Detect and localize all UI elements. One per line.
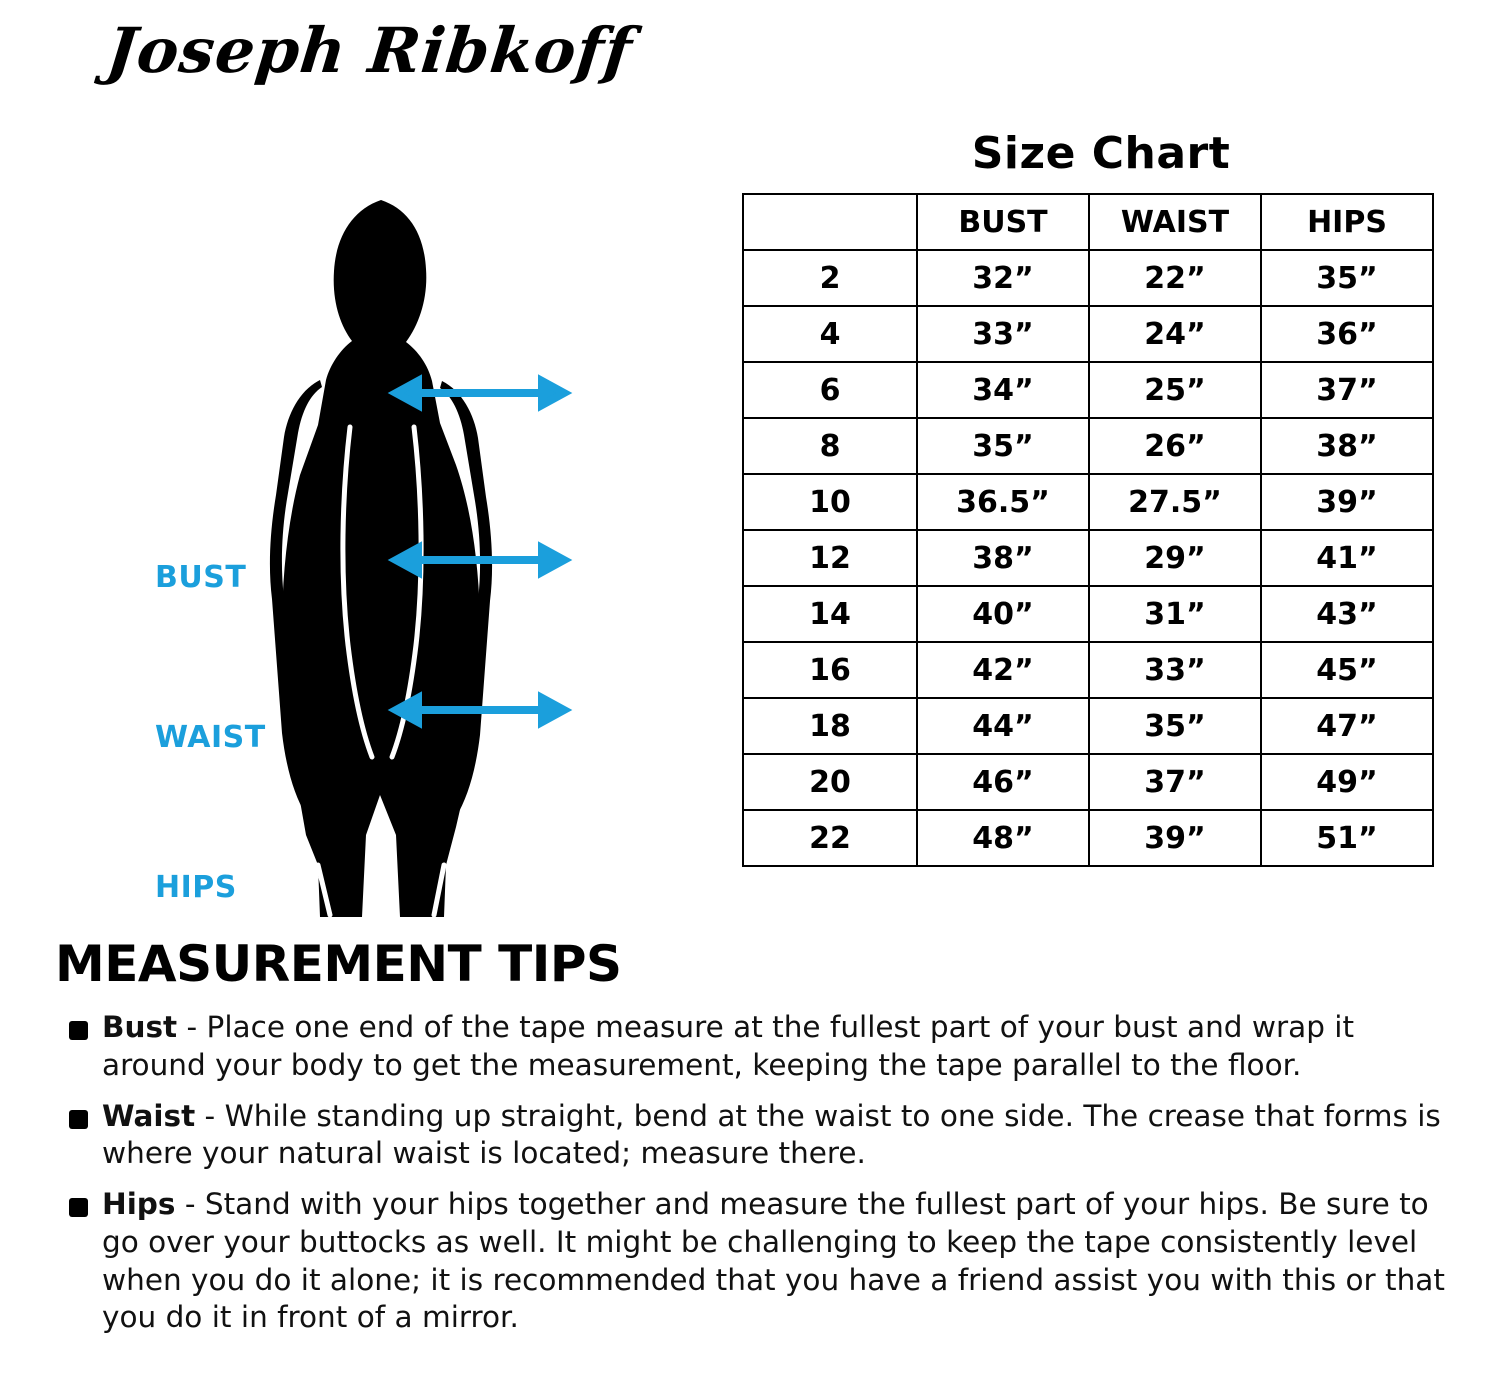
tip-text bbox=[102, 1098, 1455, 1174]
cell-size: 2 bbox=[743, 250, 917, 306]
cell-hips: 41” bbox=[1261, 530, 1433, 586]
cell-waist: 24” bbox=[1089, 306, 1261, 362]
cell-hips: 51” bbox=[1261, 810, 1433, 866]
table-row bbox=[743, 810, 1433, 866]
cell-hips: 36” bbox=[1261, 306, 1433, 362]
size-chart-table bbox=[742, 193, 1434, 867]
column-header-size bbox=[743, 194, 917, 250]
cell-bust: 32” bbox=[917, 250, 1089, 306]
cell-bust: 33” bbox=[917, 306, 1089, 362]
tip-term: Hips bbox=[102, 1187, 176, 1221]
table-row bbox=[743, 418, 1433, 474]
cell-bust: 34” bbox=[917, 362, 1089, 418]
figure-label-waist: WAIST bbox=[155, 720, 266, 755]
tip-text bbox=[102, 1186, 1455, 1337]
list-item bbox=[55, 1098, 1455, 1174]
cell-bust: 40” bbox=[917, 586, 1089, 642]
cell-size: 6 bbox=[743, 362, 917, 418]
table-row bbox=[743, 306, 1433, 362]
tip-text bbox=[102, 1009, 1455, 1085]
tip-body: - While standing up straight, bend at the waist to one side. The crease that forms is where your natural waist is located; measure there. bbox=[102, 1098, 1441, 1171]
bullet-icon bbox=[69, 1021, 88, 1040]
tip-body: - Place one end of the tape measure at the fullest part of your bust and wrap it around your body to get the measurement, keeping the tape parallel to the floor. bbox=[102, 1010, 1355, 1082]
cell-bust: 36.5” bbox=[917, 474, 1089, 530]
cell-waist: 22” bbox=[1089, 250, 1261, 306]
figure-label-hips: HIPS bbox=[155, 870, 237, 905]
cell-hips: 45” bbox=[1261, 642, 1433, 698]
brand-name: Joseph Ribkoff bbox=[103, 14, 637, 87]
cell-waist: 33” bbox=[1089, 642, 1261, 698]
cell-size: 10 bbox=[743, 474, 917, 530]
table-row bbox=[743, 250, 1433, 306]
tip-term: Waist bbox=[102, 1098, 196, 1133]
cell-waist: 35” bbox=[1089, 698, 1261, 754]
measurement-figure bbox=[0, 175, 740, 935]
cell-hips: 49” bbox=[1261, 754, 1433, 810]
tip-term: Bust bbox=[102, 1010, 178, 1044]
table-row bbox=[743, 362, 1433, 418]
cell-bust: 35” bbox=[917, 418, 1089, 474]
measurement-tips-section bbox=[55, 935, 1455, 1350]
table-header-row bbox=[743, 194, 1433, 250]
table-row bbox=[743, 474, 1433, 530]
column-header-hips: HIPS bbox=[1261, 194, 1433, 250]
table-row bbox=[743, 754, 1433, 810]
cell-bust: 38” bbox=[917, 530, 1089, 586]
cell-bust: 42” bbox=[917, 642, 1089, 698]
measurement-tips-title: MEASUREMENT TIPS bbox=[55, 935, 622, 993]
cell-waist: 31” bbox=[1089, 586, 1261, 642]
cell-size: 20 bbox=[743, 754, 917, 810]
cell-waist: 29” bbox=[1089, 530, 1261, 586]
cell-size: 14 bbox=[743, 586, 917, 642]
table-row bbox=[743, 530, 1433, 586]
list-item bbox=[55, 1186, 1455, 1337]
cell-waist: 26” bbox=[1089, 418, 1261, 474]
bullet-icon bbox=[69, 1198, 88, 1217]
table-row bbox=[743, 642, 1433, 698]
woman-silhouette-icon bbox=[0, 175, 740, 935]
cell-size: 16 bbox=[743, 642, 917, 698]
cell-size: 12 bbox=[743, 530, 917, 586]
cell-hips: 39” bbox=[1261, 474, 1433, 530]
cell-waist: 39” bbox=[1089, 810, 1261, 866]
cell-hips: 43” bbox=[1261, 586, 1433, 642]
cell-hips: 37” bbox=[1261, 362, 1433, 418]
bullet-icon bbox=[69, 1110, 88, 1129]
cell-bust: 44” bbox=[917, 698, 1089, 754]
table-row bbox=[743, 698, 1433, 754]
list-item bbox=[55, 1009, 1455, 1085]
cell-size: 8 bbox=[743, 418, 917, 474]
brand-logo bbox=[0, 14, 740, 87]
size-chart-title: Size Chart bbox=[971, 128, 1231, 179]
cell-waist: 37” bbox=[1089, 754, 1261, 810]
cell-hips: 47” bbox=[1261, 698, 1433, 754]
cell-size: 22 bbox=[743, 810, 917, 866]
size-chart-section bbox=[742, 128, 1460, 867]
cell-hips: 35” bbox=[1261, 250, 1433, 306]
cell-bust: 46” bbox=[917, 754, 1089, 810]
figure-label-bust: BUST bbox=[155, 560, 247, 595]
column-header-bust: BUST bbox=[917, 194, 1089, 250]
tip-body: - Stand with your hips together and measure the fullest part of your hips. Be sure to go over your buttocks as well. It might be challenging to keep the tape consistently level when you do it alone; it is recommended that you have a friend assist you with this or that you do it in front of a mirror. bbox=[102, 1187, 1445, 1335]
table-row bbox=[743, 586, 1433, 642]
cell-waist: 27.5” bbox=[1089, 474, 1261, 530]
cell-bust: 48” bbox=[917, 810, 1089, 866]
cell-hips: 38” bbox=[1261, 418, 1433, 474]
cell-size: 18 bbox=[743, 698, 917, 754]
cell-size: 4 bbox=[743, 306, 917, 362]
column-header-waist: WAIST bbox=[1089, 194, 1261, 250]
cell-waist: 25” bbox=[1089, 362, 1261, 418]
